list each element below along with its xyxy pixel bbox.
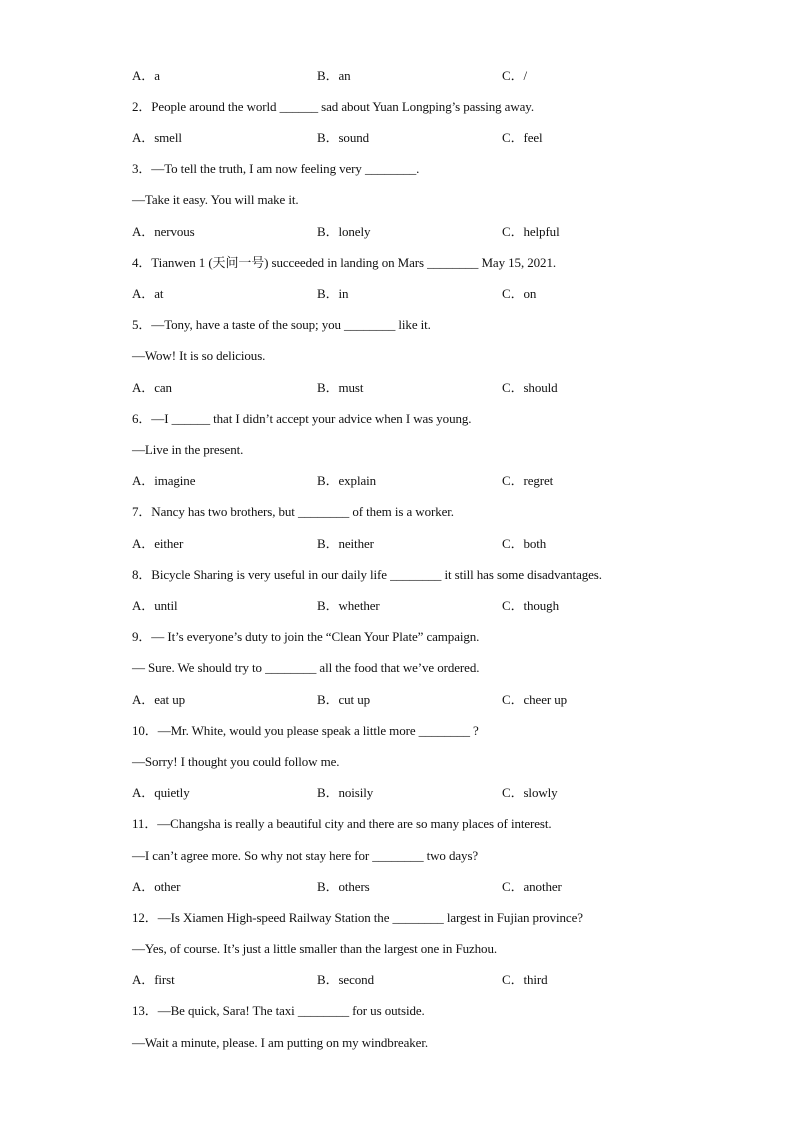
option-c: C．regret	[502, 473, 554, 488]
option-a: A．smell	[132, 130, 182, 145]
option-a: A．at	[132, 286, 164, 301]
option-c: C．helpful	[502, 224, 560, 239]
question-11: 11．—Changsha is really a beautiful city and there are so many places of interest.	[132, 816, 552, 831]
question-3: 3．—To tell the truth, I am now feeling very ________.	[132, 161, 420, 176]
option-c: C．/	[502, 68, 527, 83]
option-b: B．in	[317, 286, 349, 301]
dialogue-line: —Wow! It is so delicious.	[132, 348, 266, 363]
option-a: A．can	[132, 380, 172, 395]
dialogue-line: — Sure. We should try to ________ all the food that we’ve ordered.	[132, 660, 480, 675]
question-8: 8．Bicycle Sharing is very useful in our daily life ________ it still has some disadvantages.	[132, 567, 602, 582]
option-b: B．second	[317, 972, 374, 987]
question-5: 5．—Tony, have a taste of the soup; you ________ like it.	[132, 317, 431, 332]
option-b: B．neither	[317, 536, 374, 551]
option-c: C．slowly	[502, 785, 558, 800]
question-9: 9．— It’s everyone’s duty to join the “Clean Your Plate” campaign.	[132, 629, 480, 644]
option-b: B．others	[317, 879, 370, 894]
option-a: A．other	[132, 879, 181, 894]
question-4: 4．Tianwen 1 (天问一号) succeeded in landing on Mars ________ May 15, 2021.	[132, 255, 556, 270]
option-c: C．another	[502, 879, 562, 894]
option-b: B．an	[317, 68, 351, 83]
option-c: C．on	[502, 286, 537, 301]
option-b: B．lonely	[317, 224, 371, 239]
option-a: A．nervous	[132, 224, 195, 239]
option-a: A．quietly	[132, 785, 190, 800]
question-2: 2．People around the world ______ sad about Yuan Longping’s passing away.	[132, 99, 534, 114]
option-a: A．eat up	[132, 692, 185, 707]
option-c: C．though	[502, 598, 559, 613]
option-a: A．either	[132, 536, 184, 551]
dialogue-line: —I can’t agree more. So why not stay here for ________ two days?	[132, 848, 479, 863]
option-b: B．must	[317, 380, 364, 395]
question-7: 7．Nancy has two brothers, but ________ of them is a worker.	[132, 504, 454, 519]
question-12: 12．—Is Xiamen High-speed Railway Station the ________ largest in Fujian province?	[132, 910, 583, 925]
question-6: 6．—I ______ that I didn’t accept your advice when I was young.	[132, 411, 472, 426]
option-c: C．both	[502, 536, 547, 551]
dialogue-line: —Yes, of course. It’s just a little smaller than the largest one in Fuzhou.	[132, 941, 497, 956]
option-b: B．whether	[317, 598, 380, 613]
option-b: B．noisily	[317, 785, 374, 800]
dialogue-line: —Live in the present.	[132, 442, 244, 457]
option-a: A．until	[132, 598, 178, 613]
option-b: B．explain	[317, 473, 377, 488]
question-10: 10．—Mr. White, would you please speak a little more ________ ?	[132, 723, 479, 738]
option-a: A．a	[132, 68, 160, 83]
option-a: A．imagine	[132, 473, 196, 488]
option-a: A．first	[132, 972, 175, 987]
option-b: B．cut up	[317, 692, 371, 707]
option-c: C．cheer up	[502, 692, 568, 707]
option-b: B．sound	[317, 130, 370, 145]
option-c: C．should	[502, 380, 558, 395]
question-13: 13．—Be quick, Sara! The taxi ________ for us outside.	[132, 1003, 425, 1018]
dialogue-line: —Wait a minute, please. I am putting on my windbreaker.	[132, 1035, 428, 1050]
dialogue-line: —Take it easy. You will make it.	[132, 192, 299, 207]
dialogue-line: —Sorry! I thought you could follow me.	[132, 754, 340, 769]
option-c: C．third	[502, 972, 548, 987]
option-c: C．feel	[502, 130, 543, 145]
